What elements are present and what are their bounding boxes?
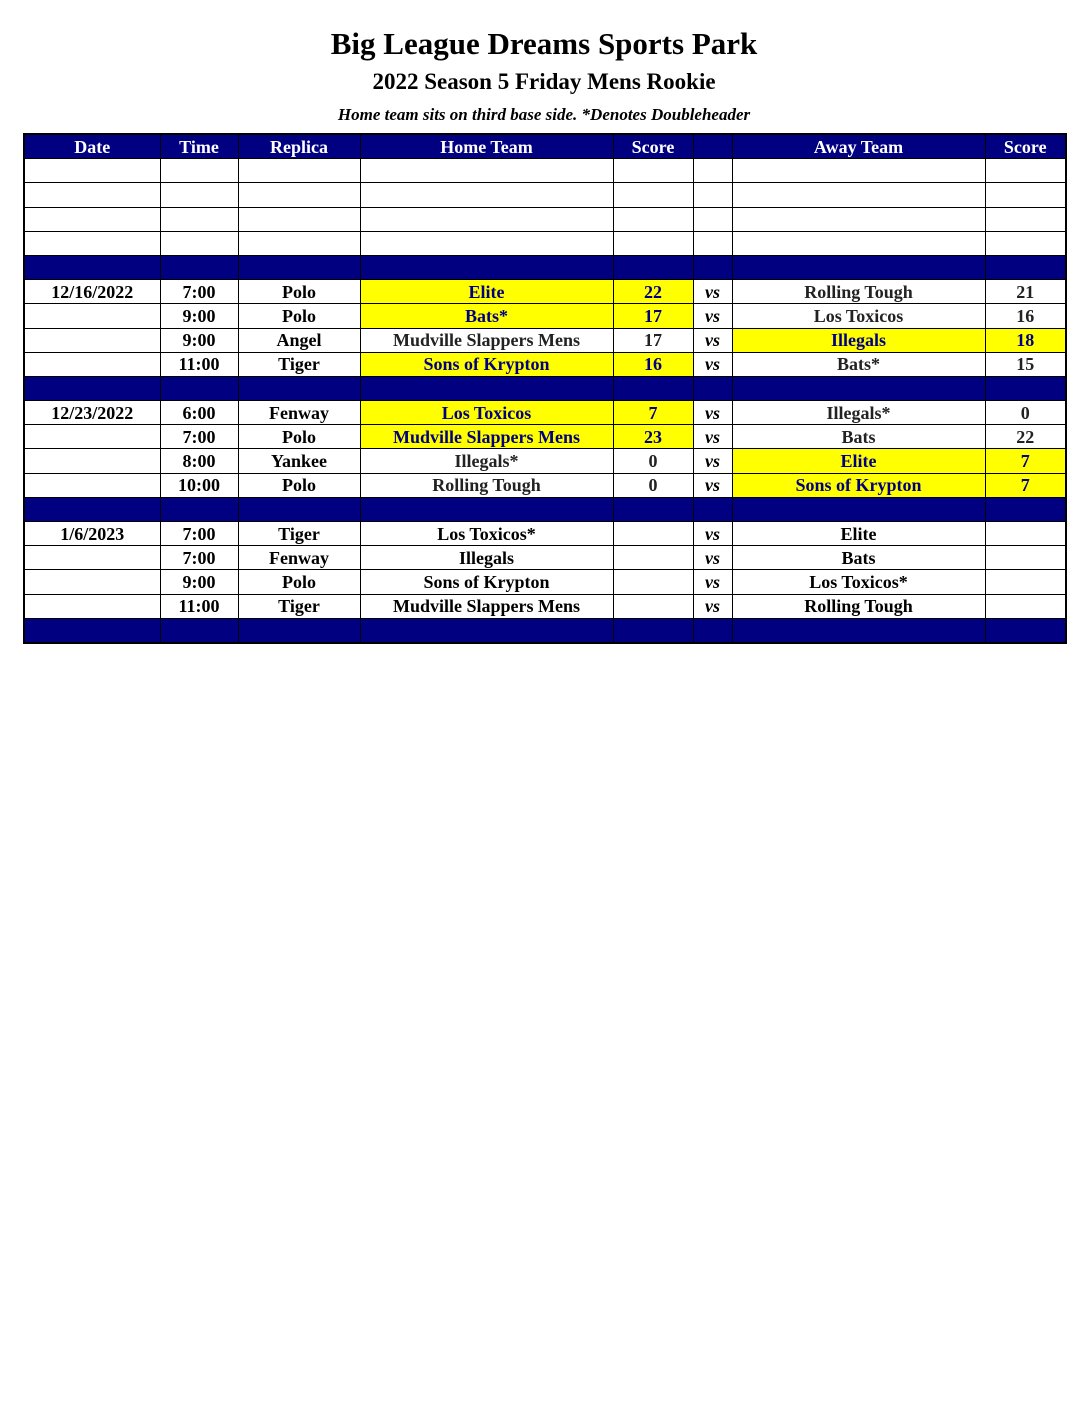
away-team-cell: Elite — [732, 522, 985, 546]
away-score-cell — [985, 618, 1066, 643]
away-score-cell — [985, 159, 1066, 183]
time-cell: 7:00 — [160, 546, 238, 570]
replica-cell — [238, 159, 360, 183]
home-score-cell — [613, 231, 693, 255]
away-team-cell: Los Toxicos* — [732, 570, 985, 594]
header-away-team: Away Team — [732, 134, 985, 159]
home-team-cell: Elite — [360, 280, 613, 304]
time-cell: 11:00 — [160, 594, 238, 618]
game-row — [24, 570, 1066, 594]
vs-cell: vs — [693, 522, 732, 546]
home-score-cell: 0 — [613, 473, 693, 497]
vs-cell: vs — [693, 425, 732, 449]
blank-row — [24, 231, 1066, 255]
home-team-cell: Rolling Tough — [360, 473, 613, 497]
date-cell — [24, 231, 160, 255]
header-time: Time — [160, 134, 238, 159]
home-score-cell: 22 — [613, 280, 693, 304]
separator-row — [24, 497, 1066, 521]
replica-cell: Polo — [238, 570, 360, 594]
home-score-cell — [613, 183, 693, 207]
game-row — [24, 401, 1066, 425]
time-cell: 7:00 — [160, 280, 238, 304]
home-score-cell — [613, 522, 693, 546]
time-cell: 7:00 — [160, 425, 238, 449]
date-cell: 12/23/2022 — [24, 401, 160, 425]
replica-cell: Polo — [238, 280, 360, 304]
vs-cell — [693, 497, 732, 521]
vs-cell: vs — [693, 546, 732, 570]
page-subtitle: 2022 Season 5 Friday Mens Rookie — [372, 69, 716, 94]
home-score-cell — [613, 497, 693, 521]
replica-cell — [238, 618, 360, 643]
time-cell — [160, 159, 238, 183]
time-cell: 9:00 — [160, 304, 238, 328]
date-cell — [24, 449, 160, 473]
separator-row — [24, 376, 1066, 400]
date-cell — [24, 497, 160, 521]
header-date: Date — [24, 134, 160, 159]
blank-row — [24, 207, 1066, 231]
date-cell — [24, 570, 160, 594]
home-score-cell: 7 — [613, 401, 693, 425]
away-score-cell: 22 — [985, 425, 1066, 449]
home-team-cell: Mudville Slappers Mens — [360, 425, 613, 449]
vs-cell: vs — [693, 449, 732, 473]
away-team-cell — [732, 159, 985, 183]
header-vs — [693, 134, 732, 159]
game-row — [24, 522, 1066, 546]
time-cell: 9:00 — [160, 328, 238, 352]
vs-cell — [693, 618, 732, 643]
time-cell: 6:00 — [160, 401, 238, 425]
game-row — [24, 594, 1066, 618]
time-cell — [160, 376, 238, 400]
away-team-cell — [732, 376, 985, 400]
away-score-cell: 7 — [985, 473, 1066, 497]
away-team-cell — [732, 231, 985, 255]
blank-row — [24, 183, 1066, 207]
date-cell — [24, 594, 160, 618]
time-cell — [160, 497, 238, 521]
date-cell — [24, 328, 160, 352]
replica-cell: Tiger — [238, 594, 360, 618]
vs-cell — [693, 207, 732, 231]
game-row — [24, 546, 1066, 570]
vs-cell — [693, 159, 732, 183]
date-cell — [24, 425, 160, 449]
home-score-cell: 17 — [613, 328, 693, 352]
date-cell — [24, 255, 160, 279]
replica-cell: Polo — [238, 473, 360, 497]
replica-cell: Fenway — [238, 401, 360, 425]
date-cell: 1/6/2023 — [24, 522, 160, 546]
replica-cell — [238, 497, 360, 521]
away-team-cell: Bats — [732, 425, 985, 449]
home-score-cell — [613, 546, 693, 570]
header-home-team: Home Team — [360, 134, 613, 159]
game-row — [24, 473, 1066, 497]
header-replica: Replica — [238, 134, 360, 159]
away-score-cell — [985, 255, 1066, 279]
home-team-cell: Mudville Slappers Mens — [360, 594, 613, 618]
date-cell — [24, 207, 160, 231]
home-team-cell — [360, 497, 613, 521]
date-cell: 12/16/2022 — [24, 280, 160, 304]
time-cell — [160, 255, 238, 279]
home-score-cell: 0 — [613, 449, 693, 473]
date-cell — [24, 304, 160, 328]
time-cell: 9:00 — [160, 570, 238, 594]
away-score-cell: 15 — [985, 352, 1066, 376]
home-team-cell — [360, 207, 613, 231]
home-team-cell: Bats* — [360, 304, 613, 328]
page-title: Big League Dreams Sports Park — [330, 26, 758, 61]
home-team-cell: Mudville Slappers Mens — [360, 328, 613, 352]
vs-cell — [693, 376, 732, 400]
game-row — [24, 449, 1066, 473]
vs-cell — [693, 183, 732, 207]
date-cell — [24, 473, 160, 497]
home-score-cell — [613, 594, 693, 618]
home-score-cell: 16 — [613, 352, 693, 376]
separator-row — [24, 255, 1066, 279]
away-team-cell: Bats* — [732, 352, 985, 376]
away-score-cell — [985, 522, 1066, 546]
vs-cell — [693, 231, 732, 255]
away-score-cell — [985, 183, 1066, 207]
date-cell — [24, 183, 160, 207]
away-score-cell: 16 — [985, 304, 1066, 328]
home-team-cell — [360, 159, 613, 183]
blank-row — [24, 159, 1066, 183]
away-team-cell: Rolling Tough — [732, 280, 985, 304]
away-team-cell: Illegals* — [732, 401, 985, 425]
vs-cell: vs — [693, 352, 732, 376]
away-team-cell — [732, 183, 985, 207]
replica-cell — [238, 376, 360, 400]
away-score-cell — [985, 546, 1066, 570]
home-team-cell — [360, 376, 613, 400]
game-row — [24, 352, 1066, 376]
home-team-cell: Los Toxicos* — [360, 522, 613, 546]
home-team-cell: Illegals — [360, 546, 613, 570]
replica-cell: Tiger — [238, 522, 360, 546]
home-score-cell — [613, 376, 693, 400]
date-cell — [24, 352, 160, 376]
replica-cell — [238, 183, 360, 207]
vs-cell: vs — [693, 328, 732, 352]
header-home-score: Score — [613, 134, 693, 159]
home-team-cell: Sons of Krypton — [360, 570, 613, 594]
away-score-cell: 0 — [985, 401, 1066, 425]
away-team-cell: Los Toxicos — [732, 304, 985, 328]
time-cell — [160, 207, 238, 231]
replica-cell: Fenway — [238, 546, 360, 570]
game-row — [24, 328, 1066, 352]
date-cell — [24, 376, 160, 400]
replica-cell: Polo — [238, 425, 360, 449]
vs-cell: vs — [693, 570, 732, 594]
vs-cell: vs — [693, 594, 732, 618]
home-score-cell — [613, 159, 693, 183]
game-row — [24, 304, 1066, 328]
away-team-cell — [732, 497, 985, 521]
away-team-cell: Rolling Tough — [732, 594, 985, 618]
away-score-cell — [985, 231, 1066, 255]
home-score-cell — [613, 255, 693, 279]
schedule-body — [24, 159, 1066, 643]
replica-cell: Polo — [238, 304, 360, 328]
time-cell — [160, 183, 238, 207]
vs-cell — [693, 255, 732, 279]
home-team-cell — [360, 255, 613, 279]
away-score-cell: 7 — [985, 449, 1066, 473]
time-cell: 10:00 — [160, 473, 238, 497]
date-cell — [24, 546, 160, 570]
home-score-cell — [613, 207, 693, 231]
away-team-cell: Bats — [732, 546, 985, 570]
separator-row — [24, 618, 1066, 643]
header-away-score: Score — [985, 134, 1066, 159]
away-score-cell: 18 — [985, 328, 1066, 352]
home-team-cell: Sons of Krypton — [360, 352, 613, 376]
away-score-cell — [985, 376, 1066, 400]
home-team-cell: Los Toxicos — [360, 401, 613, 425]
away-team-cell — [732, 618, 985, 643]
replica-cell: Angel — [238, 328, 360, 352]
vs-cell: vs — [693, 473, 732, 497]
home-team-cell — [360, 618, 613, 643]
game-row — [24, 280, 1066, 304]
home-score-cell — [613, 618, 693, 643]
replica-cell — [238, 255, 360, 279]
away-score-cell — [985, 207, 1066, 231]
home-team-cell: Illegals* — [360, 449, 613, 473]
away-team-cell: Sons of Krypton — [732, 473, 985, 497]
away-team-cell — [732, 255, 985, 279]
replica-cell: Tiger — [238, 352, 360, 376]
away-team-cell — [732, 207, 985, 231]
time-cell — [160, 618, 238, 643]
home-score-cell: 23 — [613, 425, 693, 449]
time-cell: 7:00 — [160, 522, 238, 546]
away-score-cell — [985, 570, 1066, 594]
replica-cell — [238, 231, 360, 255]
time-cell: 8:00 — [160, 449, 238, 473]
date-cell — [24, 159, 160, 183]
home-score-cell: 17 — [613, 304, 693, 328]
away-score-cell — [985, 594, 1066, 618]
replica-cell — [238, 207, 360, 231]
date-cell — [24, 618, 160, 643]
time-cell: 11:00 — [160, 352, 238, 376]
home-score-cell — [613, 570, 693, 594]
away-score-cell: 21 — [985, 280, 1066, 304]
schedule-note: Home team sits on third base side. *Denotes Doubleheader — [337, 105, 751, 124]
game-row — [24, 425, 1066, 449]
away-team-cell: Illegals — [732, 328, 985, 352]
vs-cell: vs — [693, 304, 732, 328]
header-row — [24, 134, 1066, 159]
time-cell — [160, 231, 238, 255]
vs-cell: vs — [693, 401, 732, 425]
vs-cell: vs — [693, 280, 732, 304]
away-score-cell — [985, 497, 1066, 521]
schedule-table — [23, 133, 1067, 644]
home-team-cell — [360, 231, 613, 255]
away-team-cell: Elite — [732, 449, 985, 473]
home-team-cell — [360, 183, 613, 207]
replica-cell: Yankee — [238, 449, 360, 473]
